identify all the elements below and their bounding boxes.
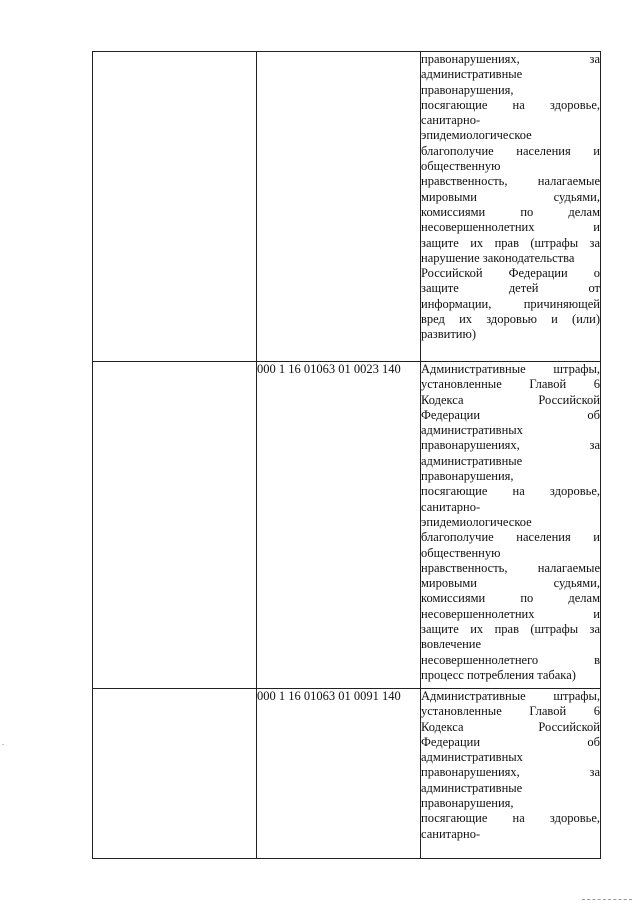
- margin-mark: .: [2, 738, 4, 747]
- description-line: процесс потребления табака): [421, 667, 576, 682]
- description-cell: [421, 362, 601, 689]
- description-line: правонарушениях, за: [421, 52, 600, 66]
- description-line: несовершеннолетних и: [421, 220, 600, 235]
- description-line: Кодекса Российской: [421, 719, 600, 734]
- description-line: вред их здоровью и (или): [421, 312, 600, 327]
- table-row: [93, 52, 601, 362]
- description-line: Федерации об: [421, 407, 600, 422]
- empty-cell: [93, 52, 257, 362]
- description-line: правонарушения,: [421, 82, 514, 97]
- description-line: Административные штрафы,: [421, 689, 600, 703]
- description-line: мировыми судьями,: [421, 189, 600, 204]
- code-cell: 000 1 16 01063 01 0091 140: [257, 689, 421, 859]
- description-line: нравственность, налагаемые: [421, 174, 600, 189]
- description-line: несовершеннолетнего в: [421, 652, 600, 667]
- description-line: защите детей от: [421, 281, 600, 296]
- description-line: административные: [421, 453, 523, 468]
- table-body: [93, 52, 601, 859]
- description-line: нравственность, налагаемые: [421, 560, 600, 575]
- description-line: благополучие населения и: [421, 143, 600, 158]
- description-line: правонарушениях, за: [421, 765, 600, 780]
- description-line: правонарушения,: [421, 796, 514, 811]
- description-line: защите их прав (штрафы за: [421, 622, 600, 637]
- description-line: эпидемиологическое: [421, 128, 532, 143]
- description-line: административных: [421, 750, 523, 765]
- description-line: Кодекса Российской: [421, 392, 600, 407]
- description-line: развитию): [421, 327, 476, 342]
- description-line: правонарушения,: [421, 469, 514, 484]
- description-line: Российской Федерации о: [421, 266, 600, 281]
- description-line: информации, причиняющей: [421, 296, 600, 311]
- code-cell: 000 1 16 01063 01 0023 140: [257, 362, 421, 689]
- description-line: санитарно-: [421, 826, 481, 841]
- description-line: защите их прав (штрафы за: [421, 235, 600, 250]
- footer-mark: [582, 899, 632, 903]
- table-row: [93, 689, 601, 859]
- description-line: правонарушениях, за: [421, 438, 600, 453]
- code-cell: [257, 52, 421, 362]
- description-cell: [421, 689, 601, 859]
- description-line: установленные Главой 6: [421, 377, 600, 392]
- description-line: посягающие на здоровье,: [421, 811, 600, 826]
- description-line: несовершеннолетних и: [421, 606, 600, 621]
- description-line: административные: [421, 780, 523, 795]
- description-line: административные: [421, 67, 523, 82]
- description-line: общественную: [421, 159, 501, 174]
- description-line: административных: [421, 423, 523, 438]
- empty-cell: [93, 689, 257, 859]
- description-cell: [421, 52, 601, 362]
- empty-cell: [93, 362, 257, 689]
- description-line: эпидемиологическое: [421, 514, 532, 529]
- description-line: Федерации об: [421, 734, 600, 749]
- description-line: благополучие населения и: [421, 530, 600, 545]
- description-line: комиссиями по делам: [421, 204, 600, 219]
- description-line: установленные Главой 6: [421, 704, 600, 719]
- description-line: общественную: [421, 545, 501, 560]
- description-line: вовлечение: [421, 637, 482, 652]
- description-line: мировыми судьями,: [421, 576, 600, 591]
- table-row: [93, 362, 601, 689]
- description-line: посягающие на здоровье,: [421, 97, 600, 112]
- description-line: санитарно-: [421, 113, 481, 128]
- description-line: комиссиями по делам: [421, 591, 600, 606]
- description-line: посягающие на здоровье,: [421, 484, 600, 499]
- description-line: санитарно-: [421, 499, 481, 514]
- budget-classification-table: [92, 51, 601, 859]
- description-line: нарушение законодательства: [421, 250, 575, 265]
- description-line: Административные штрафы,: [421, 362, 600, 376]
